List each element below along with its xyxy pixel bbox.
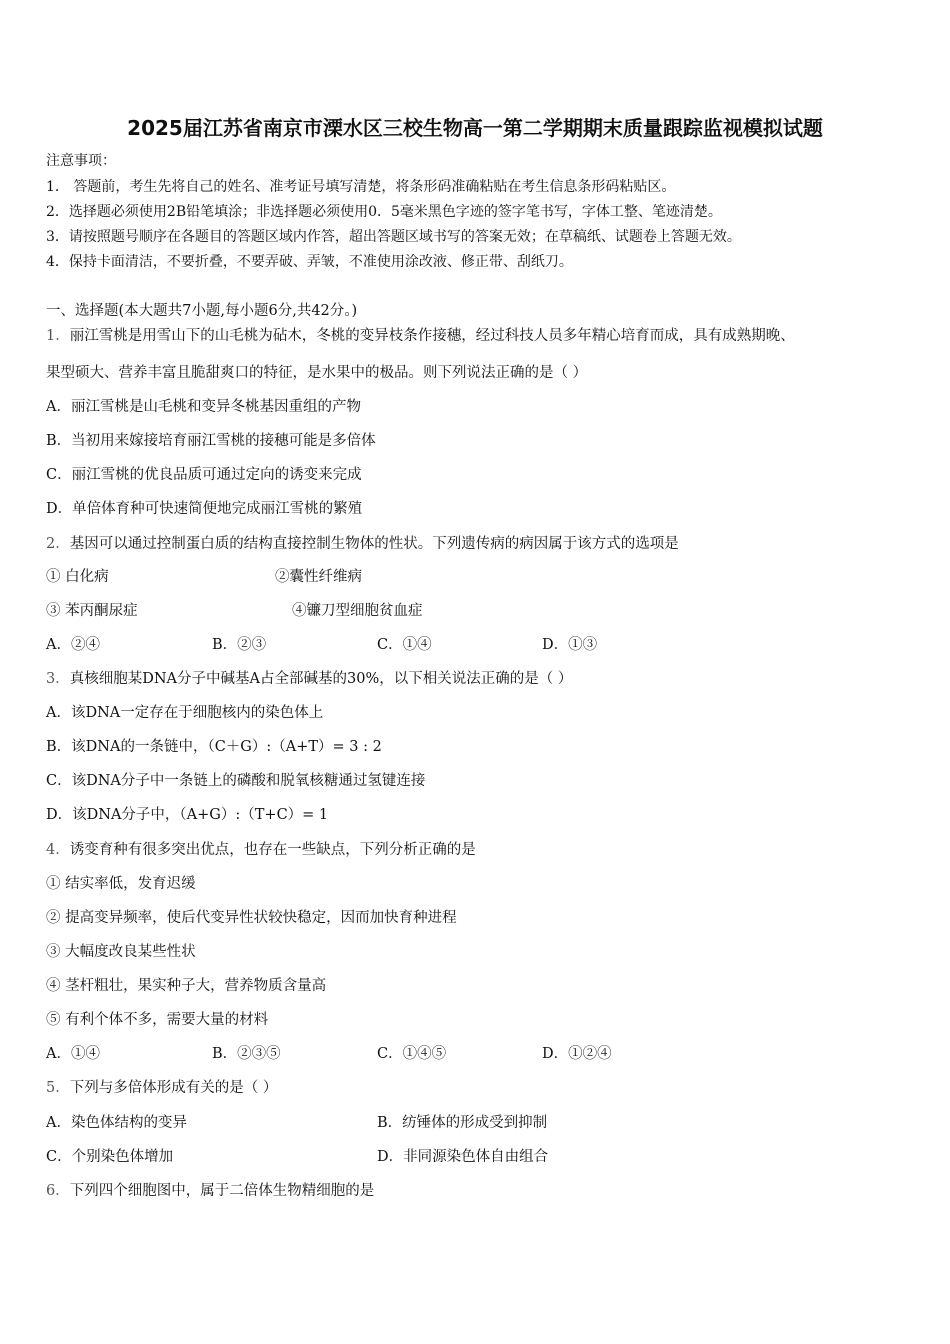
- question-6-stem: [46, 1181, 374, 1201]
- option: C．①④: [377, 637, 432, 653]
- list-item: ③ 苯丙酮尿症: [46, 603, 138, 619]
- option: D．非同源染色体自由组合: [377, 1149, 549, 1165]
- option: C．丽江雪桃的优良品质可通过定向的诱变来完成: [46, 467, 362, 483]
- option: D．单倍体育种可快速简便地完成丽江雪桃的繁殖: [46, 501, 363, 517]
- notice-item: 2．选择题必须使用2B铅笔填涂；非选择题必须使用0．5毫米黑色字迹的签字笔书写，字体工整、笔迹清楚。: [46, 204, 722, 220]
- list-item: ⑤ 有利个体不多，需要大量的材料: [46, 1012, 269, 1028]
- list-item: ④ 茎杆粗壮，果实种子大，营养物质含量高: [46, 978, 327, 994]
- option: D．①③: [542, 637, 598, 653]
- question-text: 下列四个细胞图中，属于二倍体生物精细胞的是: [69, 1183, 375, 1199]
- notice-item: 1． 答题前，考生先将自己的姓名、准考证号填写清楚，将条形码准确粘贴在考生信息条形码粘贴区。: [46, 179, 676, 195]
- page-title: 2025届江苏省南京市溧水区三校生物高一第二学期期末质量跟踪监视模拟试题: [127, 116, 823, 140]
- option: A．该DNA一定存在于细胞核内的染色体上: [46, 705, 324, 721]
- question-text: 基因可以通过控制蛋白质的结构直接控制生物体的性状。下列遗传病的病因属于该方式的选项是: [69, 536, 679, 552]
- option: B．当初用来嫁接培育丽江雪桃的接穗可能是多倍体: [46, 433, 376, 449]
- question-3-stem: [46, 669, 572, 689]
- list-item: ③ 大幅度改良某些性状: [46, 944, 196, 960]
- option: B．②③: [212, 637, 267, 653]
- list-item: ② 提高变异频率，使后代变异性状较快稳定，因而加快育种进程: [46, 910, 457, 926]
- question-text: 诱变育种有很多突出优点，也存在一些缺点，下列分析正确的是: [69, 842, 476, 858]
- option: C．该DNA分子中一条链上的磷酸和脱氧核糖通过氢键连接: [46, 773, 426, 789]
- option: C．个别染色体增加: [46, 1149, 174, 1165]
- option: B．②③⑤: [212, 1046, 281, 1062]
- question-number: 2．: [46, 536, 70, 552]
- option: B．纺锤体的形成受到抑制: [377, 1115, 548, 1131]
- option: D．①②④: [542, 1046, 612, 1062]
- question-5-stem: [46, 1078, 277, 1098]
- question-text: 真核细胞某DNA分子中碱基A占全部碱基的30%，以下相关说法正确的是（ ）: [69, 671, 573, 687]
- question-number: 1．: [46, 328, 70, 344]
- list-item: ④镰刀型细胞贫血症: [292, 603, 423, 619]
- option: A．丽江雪桃是山毛桃和变异冬桃基因重组的产物: [46, 399, 361, 415]
- question-number: 6．: [46, 1183, 70, 1199]
- list-item: ②囊性纤维病: [275, 569, 362, 585]
- list-item: ① 结实率低，发育迟缓: [46, 876, 196, 892]
- question-2-stem: [46, 534, 679, 554]
- question-1-stem: [46, 326, 795, 346]
- question-text: 下列与多倍体形成有关的是（ ）: [69, 1080, 278, 1096]
- section-heading: 一、选择题(本大题共7小题,每小题6分,共42分。): [46, 303, 358, 319]
- question-number: 5．: [46, 1080, 70, 1096]
- option: A．②④: [46, 637, 100, 653]
- option: A．①④: [46, 1046, 100, 1062]
- question-number: 3．: [46, 671, 70, 687]
- question-1-stem-cont: 果型硕大、营养丰富且脆甜爽口的特征，是水果中的极品。则下列说法正确的是（ ）: [46, 365, 588, 381]
- notice-item: 4．保持卡面清洁，不要折叠，不要弄破、弄皱，不准使用涂改液、修正带、刮纸刀。: [46, 254, 573, 270]
- question-text: 丽江雪桃是用雪山下的山毛桃为砧木，冬桃的变异枝条作接穗，经过科技人员多年精心培育而成，具有成熟期晚、: [69, 328, 795, 344]
- option: D．该DNA分子中，（A+G）:（T+C）= 1: [46, 807, 329, 823]
- option: B．该DNA的一条链中，（C＋G）:（A+T）= 3 : 2: [46, 739, 382, 755]
- list-item: ① 白化病: [46, 569, 109, 585]
- notice-heading: 注意事项：: [46, 153, 116, 169]
- question-number: 4．: [46, 842, 70, 858]
- question-4-stem: [46, 840, 476, 860]
- notice-item: 3．请按照题号顺序在各题目的答题区域内作答，超出答题区域书写的答案无效；在草稿纸、试题卷上答题无效。: [46, 229, 741, 245]
- option: A．染色体结构的变异: [46, 1115, 187, 1131]
- option: C．①④⑤: [377, 1046, 447, 1062]
